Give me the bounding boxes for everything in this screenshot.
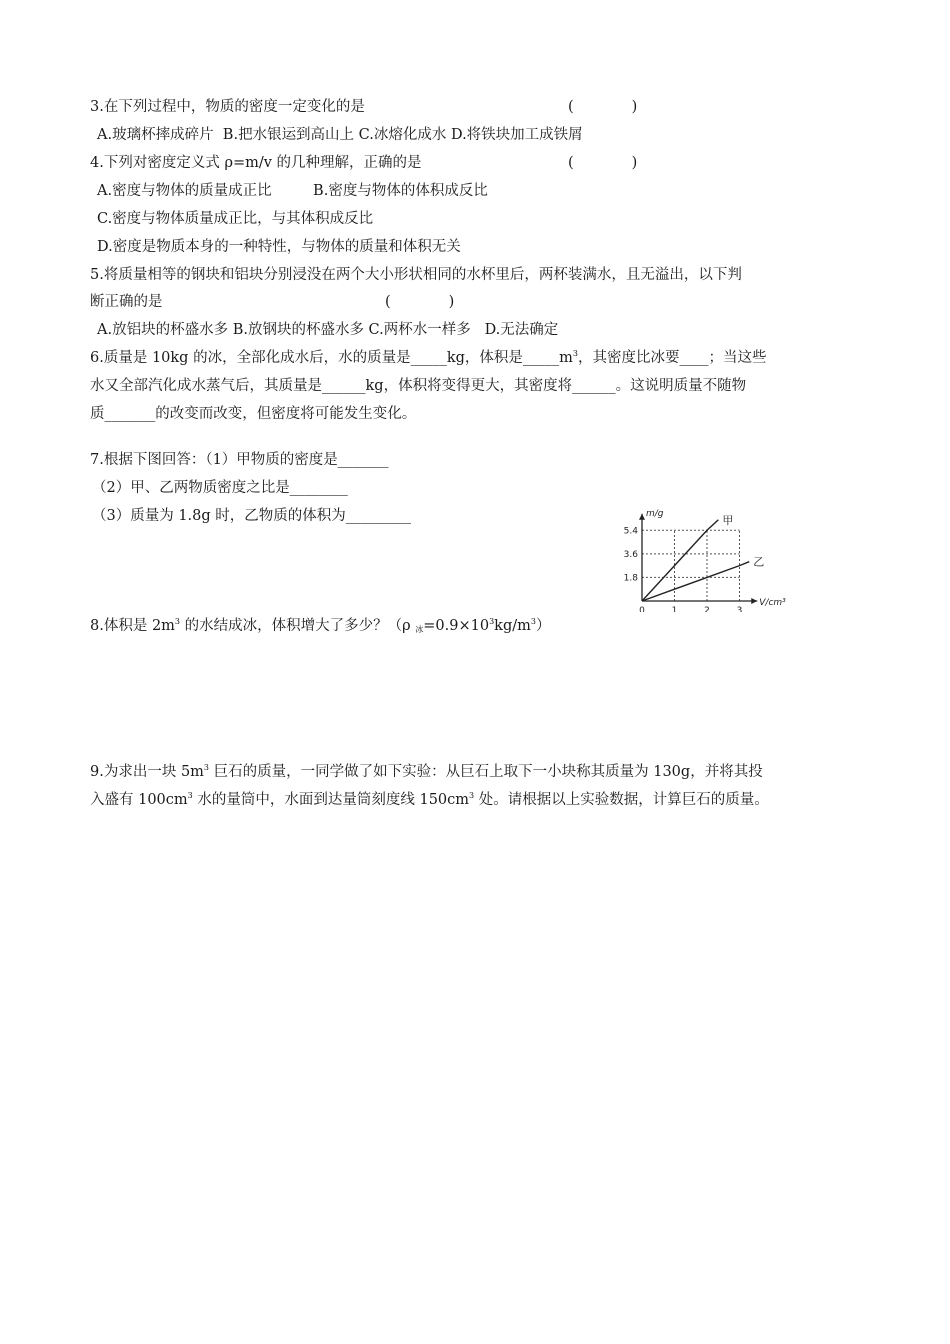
q7-part3: （3）质量为 1.8g 时，乙物质的体积为_________ (92, 508, 412, 524)
q5-stem-line1: 5.将质量相等的钢块和铝块分别浸没在两个大小形状相同的水杯里后，两杯装满水，且无溢出，以下判 (90, 267, 742, 283)
graph-grid (642, 530, 740, 601)
q5-answer-paren: ( ) (385, 294, 455, 310)
q3-stem: 3.在下列过程中，物质的密度一定变化的是 (90, 99, 365, 115)
graph-series (642, 520, 749, 601)
q6-line1: 6.质量是 10kg 的冰，全部化成水后，水的质量是_____kg，体积是$\_\_\_\_\_m^3$，其密度比冰要____；当这些 (90, 349, 767, 366)
y-tick-label: 3.6 (623, 549, 638, 560)
x-axis-title: V/cm³ (759, 598, 786, 608)
q6-line3: 质_______的改变而改变，但密度将可能发生变化。 (90, 406, 417, 422)
q9-line1: 9.为求出一块 $5m^3$ 巨石的质量，一同学做了如下实验：从巨石上取下一小块称其质量为 130g，并将其投 (90, 763, 763, 780)
x-tick-label: 3 (736, 606, 743, 612)
q6-line2: 水又全部汽化成水蒸气后，其质量是______kg，体积将变得更大，其密度将______。这说明质量不随物 (90, 378, 747, 394)
q4-option-d: D.密度是物质本身的一种特性，与物体的质量和体积无关 (97, 239, 461, 255)
x-tick-label: 2 (704, 606, 710, 612)
q4-options-ab: A.密度与物体的质量成正比 B.密度与物体的体积成反比 (97, 183, 488, 199)
y-tick-label: 1.8 (623, 573, 638, 584)
y-axis-arrow (639, 514, 645, 520)
q5-options: A.放铝块的杯盛水多 B.放钢块的杯盛水多 C.两杯水一样多 D.无法确定 (97, 322, 559, 338)
q3-options: A.玻璃杯摔成碎片 B.把水银运到高山上 C.冰熔化成水 D.将铁块加工成铁屑 (97, 127, 583, 143)
series-label: 乙 (753, 555, 765, 569)
y-axis-title: m/g (646, 508, 664, 519)
q9-line2: 入盛有 $100cm^3$ 水的量筒中，水面到达量筒刻度线 $150cm^3$ 处。请根据以上实验数据，计算巨石的质量。 (90, 791, 769, 808)
q4-stem: 4.下列对密度定义式 ρ=m/v 的几种理解，正确的是 (90, 155, 422, 171)
series-line (642, 562, 749, 601)
graph-axes (639, 514, 757, 604)
q5-stem-line2: 断正确的是 (90, 294, 163, 310)
q4-option-c: C.密度与物体质量成正比，与其体积成反比 (97, 211, 374, 227)
q3-answer-paren: ( ) (568, 99, 638, 115)
q8-stem: 8.体积是 $2m^3$ 的水结成冰，体积增大了多少？（ρ $_冰=0.9\times 10^3kg/m^3$） (90, 617, 551, 634)
mass-volume-graph (606, 442, 812, 612)
x-tick-label: 0 (639, 606, 645, 612)
x-tick-label: 1 (671, 606, 678, 612)
graph-labels (624, 509, 786, 612)
series-label: 甲 (722, 513, 734, 527)
q7-part2: （2）甲、乙两物质密度之比是________ (92, 480, 348, 496)
q4-answer-paren: ( ) (568, 155, 638, 171)
q7-stem: 7.根据下图回答：（1）甲物质的密度是_______ (90, 452, 389, 468)
y-tick-label: 5.4 (623, 526, 638, 537)
x-axis-arrow (751, 598, 757, 604)
